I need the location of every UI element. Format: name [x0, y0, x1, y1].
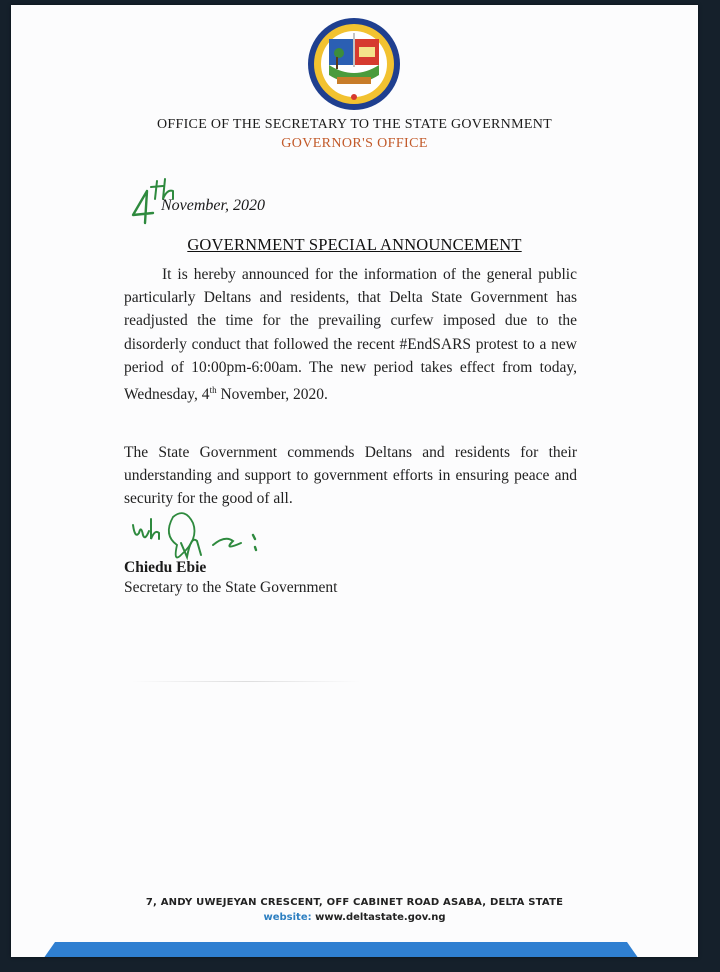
- paragraph-1-body: It is hereby announced for the information of the general public particularly Deltans and residents, that Delta State Government has readjusted the time for the prevailing curfew imposed due to the disorderly conduct that followed the recent #EndSARS protest to a new period of 10:00pm-6:00am. The new period takes effect from today, Wednesday, 4: [124, 266, 577, 404]
- signatory-title: Secretary to the State Government: [124, 579, 338, 596]
- delta-state-seal-icon: [307, 17, 401, 111]
- scan-artifact-line: [131, 681, 361, 682]
- signatory-name: Chiedu Ebie: [124, 559, 207, 576]
- website-url[interactable]: www.deltastate.gov.ng: [315, 912, 446, 923]
- paragraph-1-superscript: th: [209, 385, 217, 396]
- announcement-paragraph-2: The State Government commends Deltans and residents for their understanding and support to government efforts in ensuring peace and security for the good of all.: [124, 444, 577, 508]
- office-title: OFFICE OF THE SECRETARY TO THE STATE GOVERNMENT: [157, 117, 552, 132]
- announcement-paragraph-1: [124, 263, 577, 406]
- footer-band-decoration: [41, 942, 641, 957]
- letter-page: [11, 5, 698, 957]
- announcement-heading: GOVERNMENT SPECIAL ANNOUNCEMENT: [187, 235, 522, 254]
- footer-website: [11, 912, 698, 923]
- paragraph-1-end: November, 2020.: [216, 386, 328, 404]
- office-subtitle: GOVERNOR'S OFFICE: [281, 136, 428, 151]
- letter-date: November, 2020: [161, 197, 265, 214]
- footer-address: 7, ANDY UWEJEYAN CRESCENT, OFF CABINET ROAD ASABA, DELTA STATE: [145, 897, 564, 908]
- website-label: website:: [263, 912, 312, 923]
